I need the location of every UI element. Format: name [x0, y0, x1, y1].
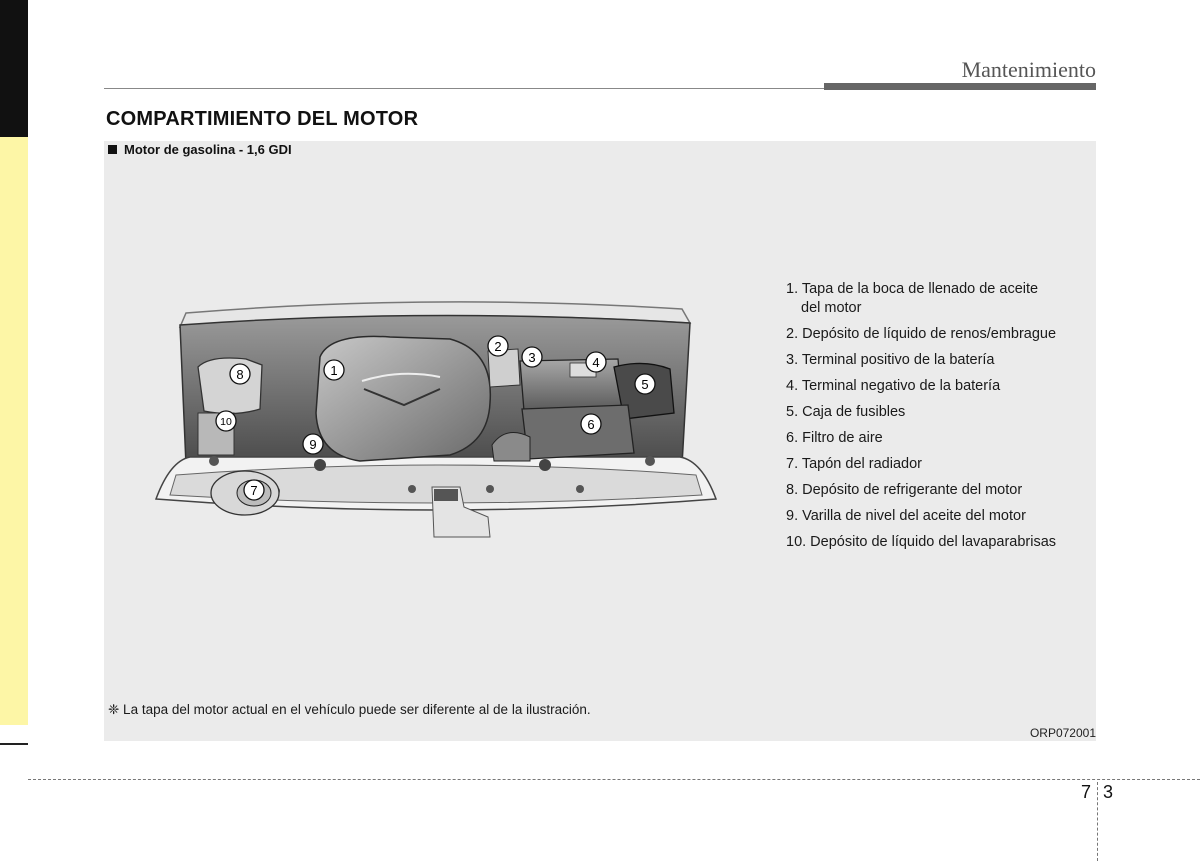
legend-item-text: 3. Terminal positivo de la batería [786, 352, 995, 368]
section-title: COMPARTIMIENTO DEL MOTOR [106, 108, 419, 130]
legend-item [786, 455, 1086, 474]
legend-item [786, 280, 1086, 318]
legend-item-text: 6. Filtro de aire [786, 430, 883, 446]
legend-item [786, 351, 1086, 370]
legend-item [786, 403, 1086, 422]
latch-block [434, 489, 458, 501]
legend-item [786, 377, 1086, 396]
callout-4-label: 4 [592, 355, 600, 370]
coolant-reservoir [198, 358, 262, 414]
callout-10-label: 10 [220, 416, 232, 428]
callout-6 [581, 414, 601, 434]
legend-item-text: 7. Tapón del radiador [786, 456, 922, 472]
callout-9 [303, 434, 323, 454]
engine-compartment-illustration [150, 285, 720, 575]
page-chapter-number: 7 [1081, 782, 1092, 802]
callout-1-label: 1 [330, 363, 338, 378]
callout-9-label: 9 [309, 437, 317, 452]
callout-1 [324, 360, 344, 380]
callout-7-label: 7 [250, 483, 258, 498]
callout-8-label: 8 [236, 367, 244, 382]
legend-item [786, 507, 1086, 526]
legend-item [786, 325, 1086, 344]
header-rule [104, 88, 824, 89]
engine-cover [316, 336, 490, 461]
header-rule-accent [824, 83, 1096, 90]
bullet-square-icon [108, 145, 117, 154]
callout-8 [230, 364, 250, 384]
side-tab-dark [0, 0, 28, 137]
callout-3-label: 3 [528, 350, 536, 365]
side-tab-rule [0, 743, 28, 745]
illustration-note: ❈ La tapa del motor actual en el vehículo puede ser diferente al de la ilustración. [108, 702, 591, 717]
legend-item-text: 8. Depósito de refrigerante del motor [786, 482, 1023, 498]
legend-item-continuation: del motor [801, 300, 862, 316]
callout-10 [216, 411, 236, 431]
callout-3 [522, 347, 542, 367]
footer-dashed-divider [1097, 782, 1098, 861]
air-filter-housing [522, 405, 634, 459]
callout-7 [244, 480, 264, 500]
chapter-title: Mantenimiento [961, 57, 1096, 82]
callout-2 [488, 336, 508, 356]
callout-2-label: 2 [494, 339, 502, 354]
legend-item-text: 1. Tapa de la boca de llenado de aceite [786, 281, 1039, 297]
figure-code: ORP072001 [1029, 726, 1096, 740]
legend-item [786, 533, 1086, 552]
legend-item [786, 429, 1086, 448]
side-tab-highlight [0, 137, 28, 725]
callout-5 [635, 374, 655, 394]
component-legend [786, 280, 1086, 559]
legend-item-text: 9. Varilla de nivel del aceite del motor [786, 508, 1026, 524]
legend-item-text: 2. Depósito de líquido de renos/embrague [786, 326, 1057, 342]
page-number: 3 [1103, 782, 1114, 802]
callout-5-label: 5 [641, 377, 649, 392]
callout-4 [586, 352, 606, 372]
legend-item-text: 10. Depósito de líquido del lavaparabrisas [786, 534, 1057, 550]
legend-item-text: 5. Caja de fusibles [786, 404, 906, 420]
figure-subtitle-text: Motor de gasolina - 1,6 GDI [124, 142, 292, 157]
legend-item-text: 4. Terminal negativo de la batería [786, 378, 1001, 394]
footer-dashed-rule [28, 779, 1200, 780]
callout-6-label: 6 [587, 417, 595, 432]
legend-item [786, 481, 1086, 500]
figure-subtitle [108, 142, 292, 157]
